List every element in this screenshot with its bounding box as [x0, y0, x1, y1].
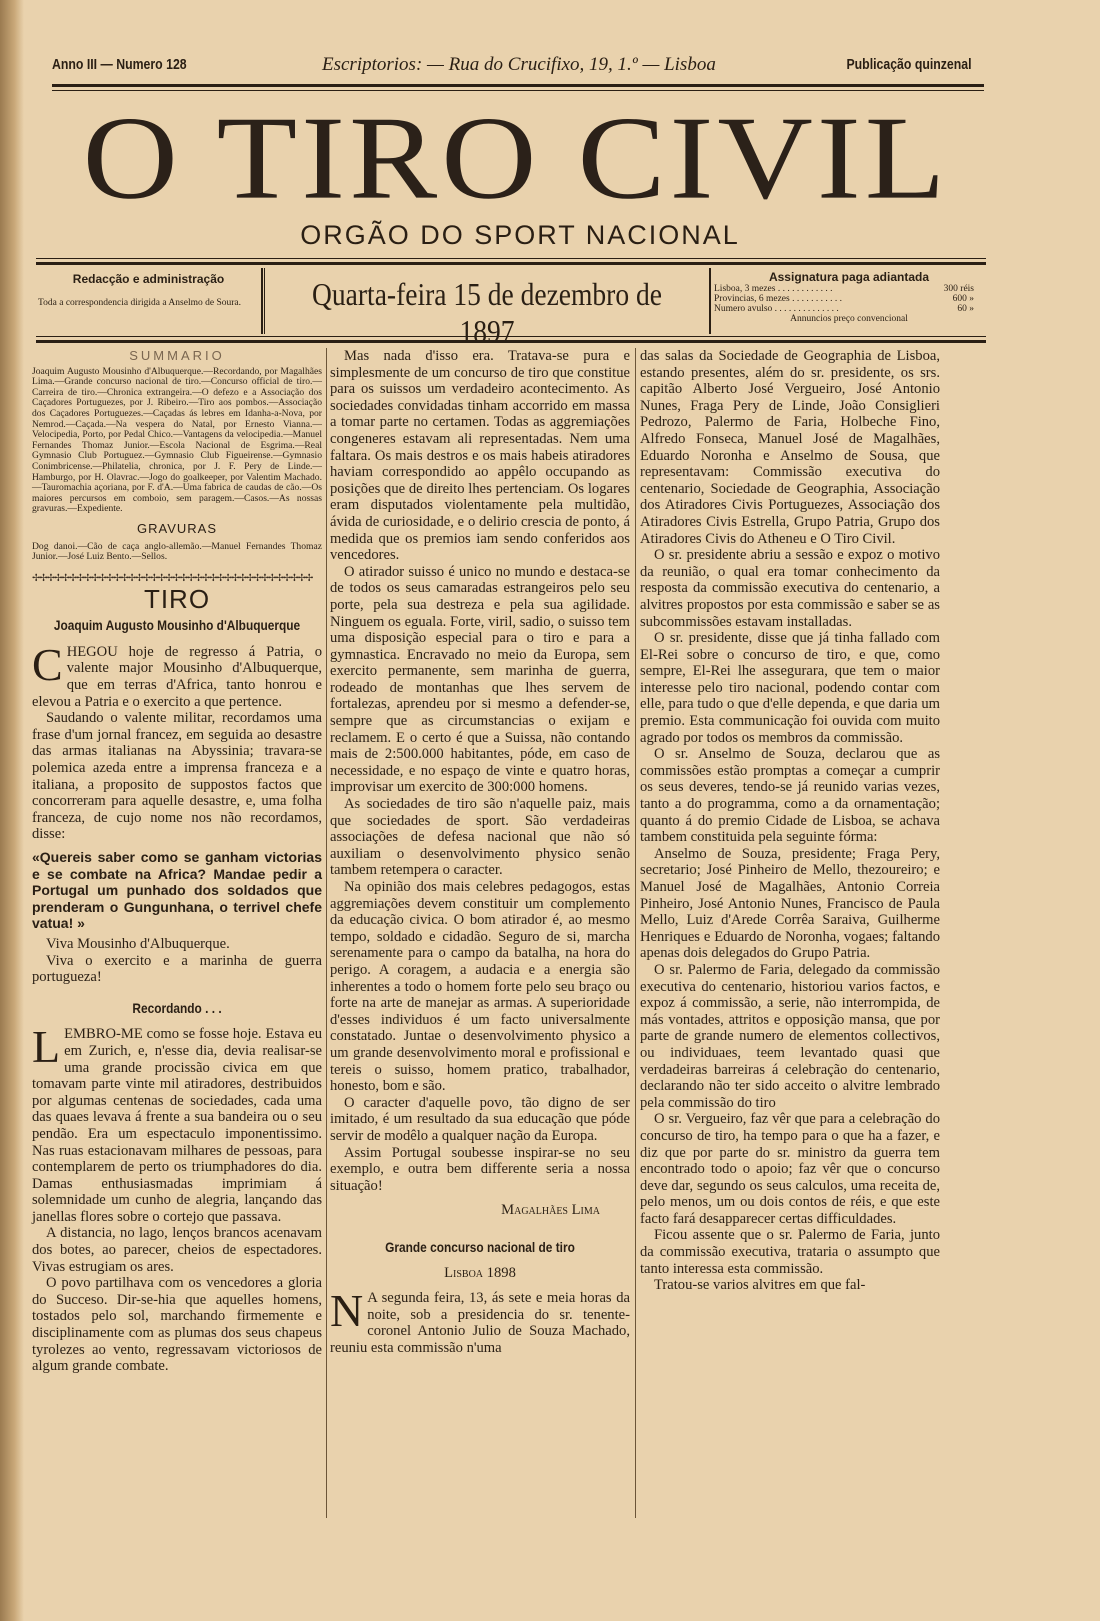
subscription-row: Lisboa, 3 mezes . . . . . . . . . . . . 300 réis [714, 284, 974, 294]
section-title-tiro: TIRO [143, 583, 211, 614]
article-paragraph: Mas nada d'isso era. Tratava-se pura e simplesmente de um concurso de tiro que constitue para os suissos um verdadeiro acontecimento. As sociedades convidadas tinham accorrido em massa a tomar parte no certamen. Todas as aggremiações congeneres estavam ali representadas. Nem uma faltara. Os mais destros e os mais habeis atiradores haviam correspondido ao appêlo occupando as posições que de direito lhes pertenciam. Os logares eram disputados violentamente pela multidão, ávida de curiosidade, e o delirio crescia de ponto, á medida que os premios iam sendo conferidos aos vencedores. [330, 348, 630, 564]
newspaper-page [30, 0, 1080, 1621]
article-paragraph: O sr. Palermo de Faria, delegado da commissão executiva do centenario, historiou varios factos, e expoz á commissão, a serie, não interrompida, de más vontades, attritos e opposição mansa, que por parte de grande numero de elementos collectivos, ou individuaes, teem levantado quasi que verdadeiras barreiras á celebração do centenario, declarando não ter sido acceito o alvitre lembrado pela commissão do tiro [640, 961, 940, 1111]
header-rule-bottom [36, 336, 986, 337]
redaccao-title: Redacção e administração [72, 272, 225, 286]
drop-cap: L [32, 1021, 61, 1073]
article-paragraph: O atirador suisso é unico no mundo e destaca-se de todos os seus camaradas estrangeiros pelo seu porte, pela sua destreza e pela sua agilidade. Ninguem os eguala. Forte, viril, sadio, o suisso tem uma disposição especial para o tiro e para a gymnastica. Encravado no meio da Europa, sem exercito permanente, sem marinha de guerra, rodeado de montanhas que lhes servem de fortalezas, aprendeu por si mesmo a defender-se, sempre que as circumstancias o exijam e reclamem. E o certo é que a Suissa, não contando mais de 2:500.000 habitantes, póde, em caso de necessidade, e no espaço de vinte e quatro horas, improvisar um exercito de 300:000 homens. [330, 563, 630, 796]
article-dateline: Lisboa 1898 [444, 1265, 516, 1282]
summary-text: Joaquim Augusto Mousinho d'Albuquerque.—Recordando, por Magalhães Lima.—Grande concurso nacional de tiro.—Concurso official de tiro.—Carreira de tiro.—Chronica extrangeira.—O defezo e a Associação dos Caçadores Portuguezes, por J. Ribeiro.—Tiro aos pombos.—Associação dos Caçadores Portuguezes.—Caçadas ás lebres em Idanha-a-Nova, por Nemrod.—Caçada.—Na vespera do Natal, por Ernesto Vianna.—Velocipedia, Porto, por Pedal Chico.—Vantagens da velocipedia.—Manuel Fernandes Thomaz Junior.—Escola Nacional de Esgrima.—Real Gymnasio Club Portuguez.—Gymnasio Club Figueirense.—Gymnasio Conimbricense.—Philatelia, chronica, por J. F. Pery de Linde.—Hamburgo, por H. Olavrac.—Jogo do goalkeeper, por Valentim Machado.—Tauromachia açoriana, por F. d'A.—Uma fabrica de caudas de cão.—Os maiores percursos em comboio, sem paragem.—Casos.—As nossas gravuras.—Expediente. [32, 365, 322, 515]
article-heading-concurso: Grande concurso nacional de tiro [385, 1238, 575, 1255]
issue-number: Anno III — Numero 128 [52, 56, 187, 73]
subscription-title: Assignatura paga adiantada [768, 270, 930, 284]
page-spine [0, 0, 24, 1621]
article-paragraph: O sr. presidente, disse que já tinha fallado com El-Rei sobre o concurso de tiro, e que, como sempre, El-Rei lhe assegurara, que tem o maior interesse pelo tiro nacional, podendo contar com elle, para tudo o que d'elle dependa, e que daria um premio. Esta communicação foi ouvida com muito agrado por todos os membros da commissão. [640, 630, 940, 746]
masthead-subtitle: ORGÃO DO SPORT NACIONAL [300, 220, 740, 250]
article-paragraph: O caracter d'aquelle povo, tão digno de ser imitado, é um resultado da sua educação que póde servir de modêlo a qualquer nação da Europa. [330, 1094, 630, 1144]
article-paragraph: N A segunda feira, 13, ás sete e meia horas da noite, sob a presidencia do sr. tenente-coronel Antonio Julio de Souza Machado, reuniu esta commissão n'uma [330, 1285, 630, 1356]
ornament-divider: ✢✢✢✢✢✢✢✢✢✢✢✢✢✢✢✢✢✢✢✢✢✢✢✢✢✢✢✢✢✢✢✢✢✢✢✢✢✢ [32, 572, 313, 584]
drop-cap: C [32, 638, 63, 690]
issue-date: Quarta-feira 15 de dezembro de 1897 [312, 276, 662, 349]
article-heading-mousinho: Joaquim Augusto Mousinho d'Albuquerque [53, 617, 301, 634]
column-separator [635, 348, 636, 1518]
article-paragraph: As sociedades de tiro são n'aquelle paiz, mais que sociedades de sport. São verdadeiras associações de defesa nacional que não só auxiliam o desenvolvimento physico senão tambem retempera o caracter. [330, 796, 630, 879]
top-rule [52, 84, 984, 87]
summary-heading: SUMMARIO [129, 348, 225, 363]
article-quote: «Quereis saber como se ganham victorias e se combate na Africa? Mandae pedir a Portugal um punhado dos soldados que prenderam o Gungunhana, o terrivel chefe vatua! » [32, 849, 322, 932]
header-rule-top [36, 262, 986, 265]
subscription-row: Provincias, 6 mezes . . . . . . . . . . . 600 » [714, 294, 974, 304]
article-paragraph: Saudando o valente militar, recordamos uma frase d'um jornal francez, em seguida ao desastre das armas italianas na Abyssinia; travara-se polemica azeda entre a imprensa franceza e a italiana, a proposito de suppostos factos que concorreram para aquelle desastre, e, uma folha franceza, de cujo nome nos não recordamos, disse: [32, 710, 322, 843]
article-paragraph: Tratou-se varios alvitres em que fal- [654, 1277, 866, 1294]
article-paragraph: A distancia, no lago, lenços brancos acenavam dos botes, ao parecer, cheios de espectadores. Vivas estrugiam os ares. [32, 1225, 322, 1275]
article-paragraph: LEMBRO-ME como se fosse hoje. Estava eu em Zurich, e, n'esse dia, devia realisar-se uma grande procissão civica em que tomavam parte vinte mil atiradores, destribuidos por algumas centenas de sociedades, cada uma das quaes levava á frente a sua bandeira ou o seu pendão. Era um espectaculo imponentissimo. Nas ruas estacionavam milhares de pessoas, para contemplarem de perto os triumphadores do dia. Damas enthusiasmadas imprimiam á solemnidade um cunho de alegria, lançando das janellas flores sobre o cortejo que passava. [32, 1021, 322, 1225]
top-line [52, 52, 992, 80]
drop-cap: N [330, 1285, 364, 1337]
subscription-note: Annuncios preço convencional [790, 314, 908, 324]
engravings-heading: GRAVURAS [137, 520, 217, 536]
article-heading-recordando: Recordando . . . [132, 999, 222, 1016]
redaccao-text: Toda a correspondencia dirigida a Anselmo de Soura. [38, 298, 241, 308]
article-paragraph: O povo partilhava com os vencedores a gloria do Succeso. Dir-se-hia que aquelles homens, tostados pelo sol, marchando firmemente e disciplinamente com as plumas dos seus chapeus tyrolezes ao vento, regressavam victoriosos de algum grande combate. [32, 1275, 322, 1375]
masthead: O TIRO CIVIL [82, 91, 950, 224]
redaccao-box [36, 268, 263, 334]
article-paragraph: Viva Mousinho d'Albuquerque. [46, 935, 230, 952]
subscription-row: Numero avulso . . . . . . . . . . . . . . 60 » [714, 304, 974, 314]
column-separator [326, 348, 327, 1518]
article-paragraph: Assim Portugal soubesse inspirar-se no seu exemplo, e outra bem differente seria a nossa situação! [330, 1144, 630, 1194]
article-paragraph: O sr. presidente abriu a sessão e expoz o motivo da reunião, o qual era tomar conhecimento da resposta da commissão executiva do centenario, a alvitres propostos por esta commissão e saber se as subcommissões estavam installadas. [640, 547, 940, 630]
article-paragraph: Anselmo de Souza, presidente; Fraga Pery, secretario; José Pinheiro de Mello, thezoureiro; e Manuel José de Magalhães, Antonio Correia Pinheiro, José Antonio Nunes, Francisco de Paula Mello, Luiz d'Arede Corrêa Saraiva, Guilherme Henriques e Eduardo de Noronha, vogaes; faltando apenas dois delegados do Grupo Patria. [640, 845, 940, 962]
article-paragraph: CHEGOU hoje de regresso á Patria, o valente major Mousinho d'Albuquerque, que em terras d'Africa, tanto honrou e elevou a Patria e o exercito a que pertence. [32, 638, 322, 710]
header-rule-top-thin [36, 258, 986, 259]
column-2 [330, 348, 630, 1356]
date-box [264, 268, 711, 349]
article-paragraph: O sr. Vergueiro, faz vêr que para a celebração do concurso de tiro, ha tempo para o que ha a fazer, e diz que por parte do sr. ministro da guerra tem encontrado todo o apoio; faz vêr que o concurso deve dar, segundo os seus calculos, uma receita de, pelo menos, um ou dois contos de réis, e que este facto fará desapparecer certas difficuldades. [640, 1111, 940, 1227]
periodicity: Publicação quinzenal [846, 56, 972, 73]
article-signature: Magalhães Lima [501, 1202, 600, 1219]
office-address: Escriptorios: — Rua do Crucifixo, 19, 1.º — Lisboa [322, 54, 716, 75]
article-paragraph: Na opinião dos mais celebres pedagogos, estas aggremiações devem constituir um complemento da educação civica. O bom atirador é, ao mesmo tempo, soldado e cidadão. Seguro de si, marcha serenamente para o campo da batalha, na hora do perigo. A coragem, a audacia e a energia são inherentes a todo o homem forte pelo seu braço ou forte na arte de manejar as armas. A superioridade d'esses individuos é um facto universalmente constatado. Juntae o desenvolvimento physico a um grande desenvolvimento moral e profissional e tereis o suisso, homem pratico, trabalhador, honesto, bom e são. [330, 879, 630, 1095]
header-info-box [36, 268, 986, 349]
engravings-text: Dog danoi.—Cão de caça anglo-allemão.—Manuel Fernandes Thomaz Junior.—José Luiz Bento.—Sellos. [32, 540, 322, 563]
article-paragraph: Ficou assente que o sr. Palermo de Faria, junto da commissão executiva, trataria o assumpto que tanto interessa esta commissão. [640, 1227, 940, 1277]
article-paragraph: O sr. Anselmo de Souza, declarou que as commissões estão promptas a começar a cumprir os seus deveres, tendo-se já reunido varias vezes, tanto a do programma, como a da ornamentação; quanto á do premio Cidade de Lisboa, se achava tambem constituida pela seguinte fórma: [640, 746, 940, 846]
subscription-box [714, 268, 984, 325]
column-1 [32, 348, 322, 1375]
column-3 [640, 348, 940, 1294]
header-rule-bottom-thick [36, 340, 986, 343]
article-paragraph: Viva o exercito e a marinha de guerra portugueza! [32, 952, 322, 986]
article-paragraph: das salas da Sociedade de Geographia de Lisboa, estando presentes, além do sr. presidente, os srs. capitão Alberto José Vergueiro, José Antonio Nunes, Fraga Pery de Linde, João Consiglieri Pedrozo, Palermo de Faria, Holbeche Fino, Alfredo Fonseca, Manuel José de Magalhães, Eduardo Noronha e Anselmo de Sousa, que representavam: Commissão executiva do centenario, Sociedade de Geographia, Associação dos Atiradores Civis Portuguezes, Associação dos Atiradores Civis Estrella, Grupo Patria, Grupo dos Atiradores Civis do Atheneu e O Tiro Civil. [640, 348, 940, 547]
